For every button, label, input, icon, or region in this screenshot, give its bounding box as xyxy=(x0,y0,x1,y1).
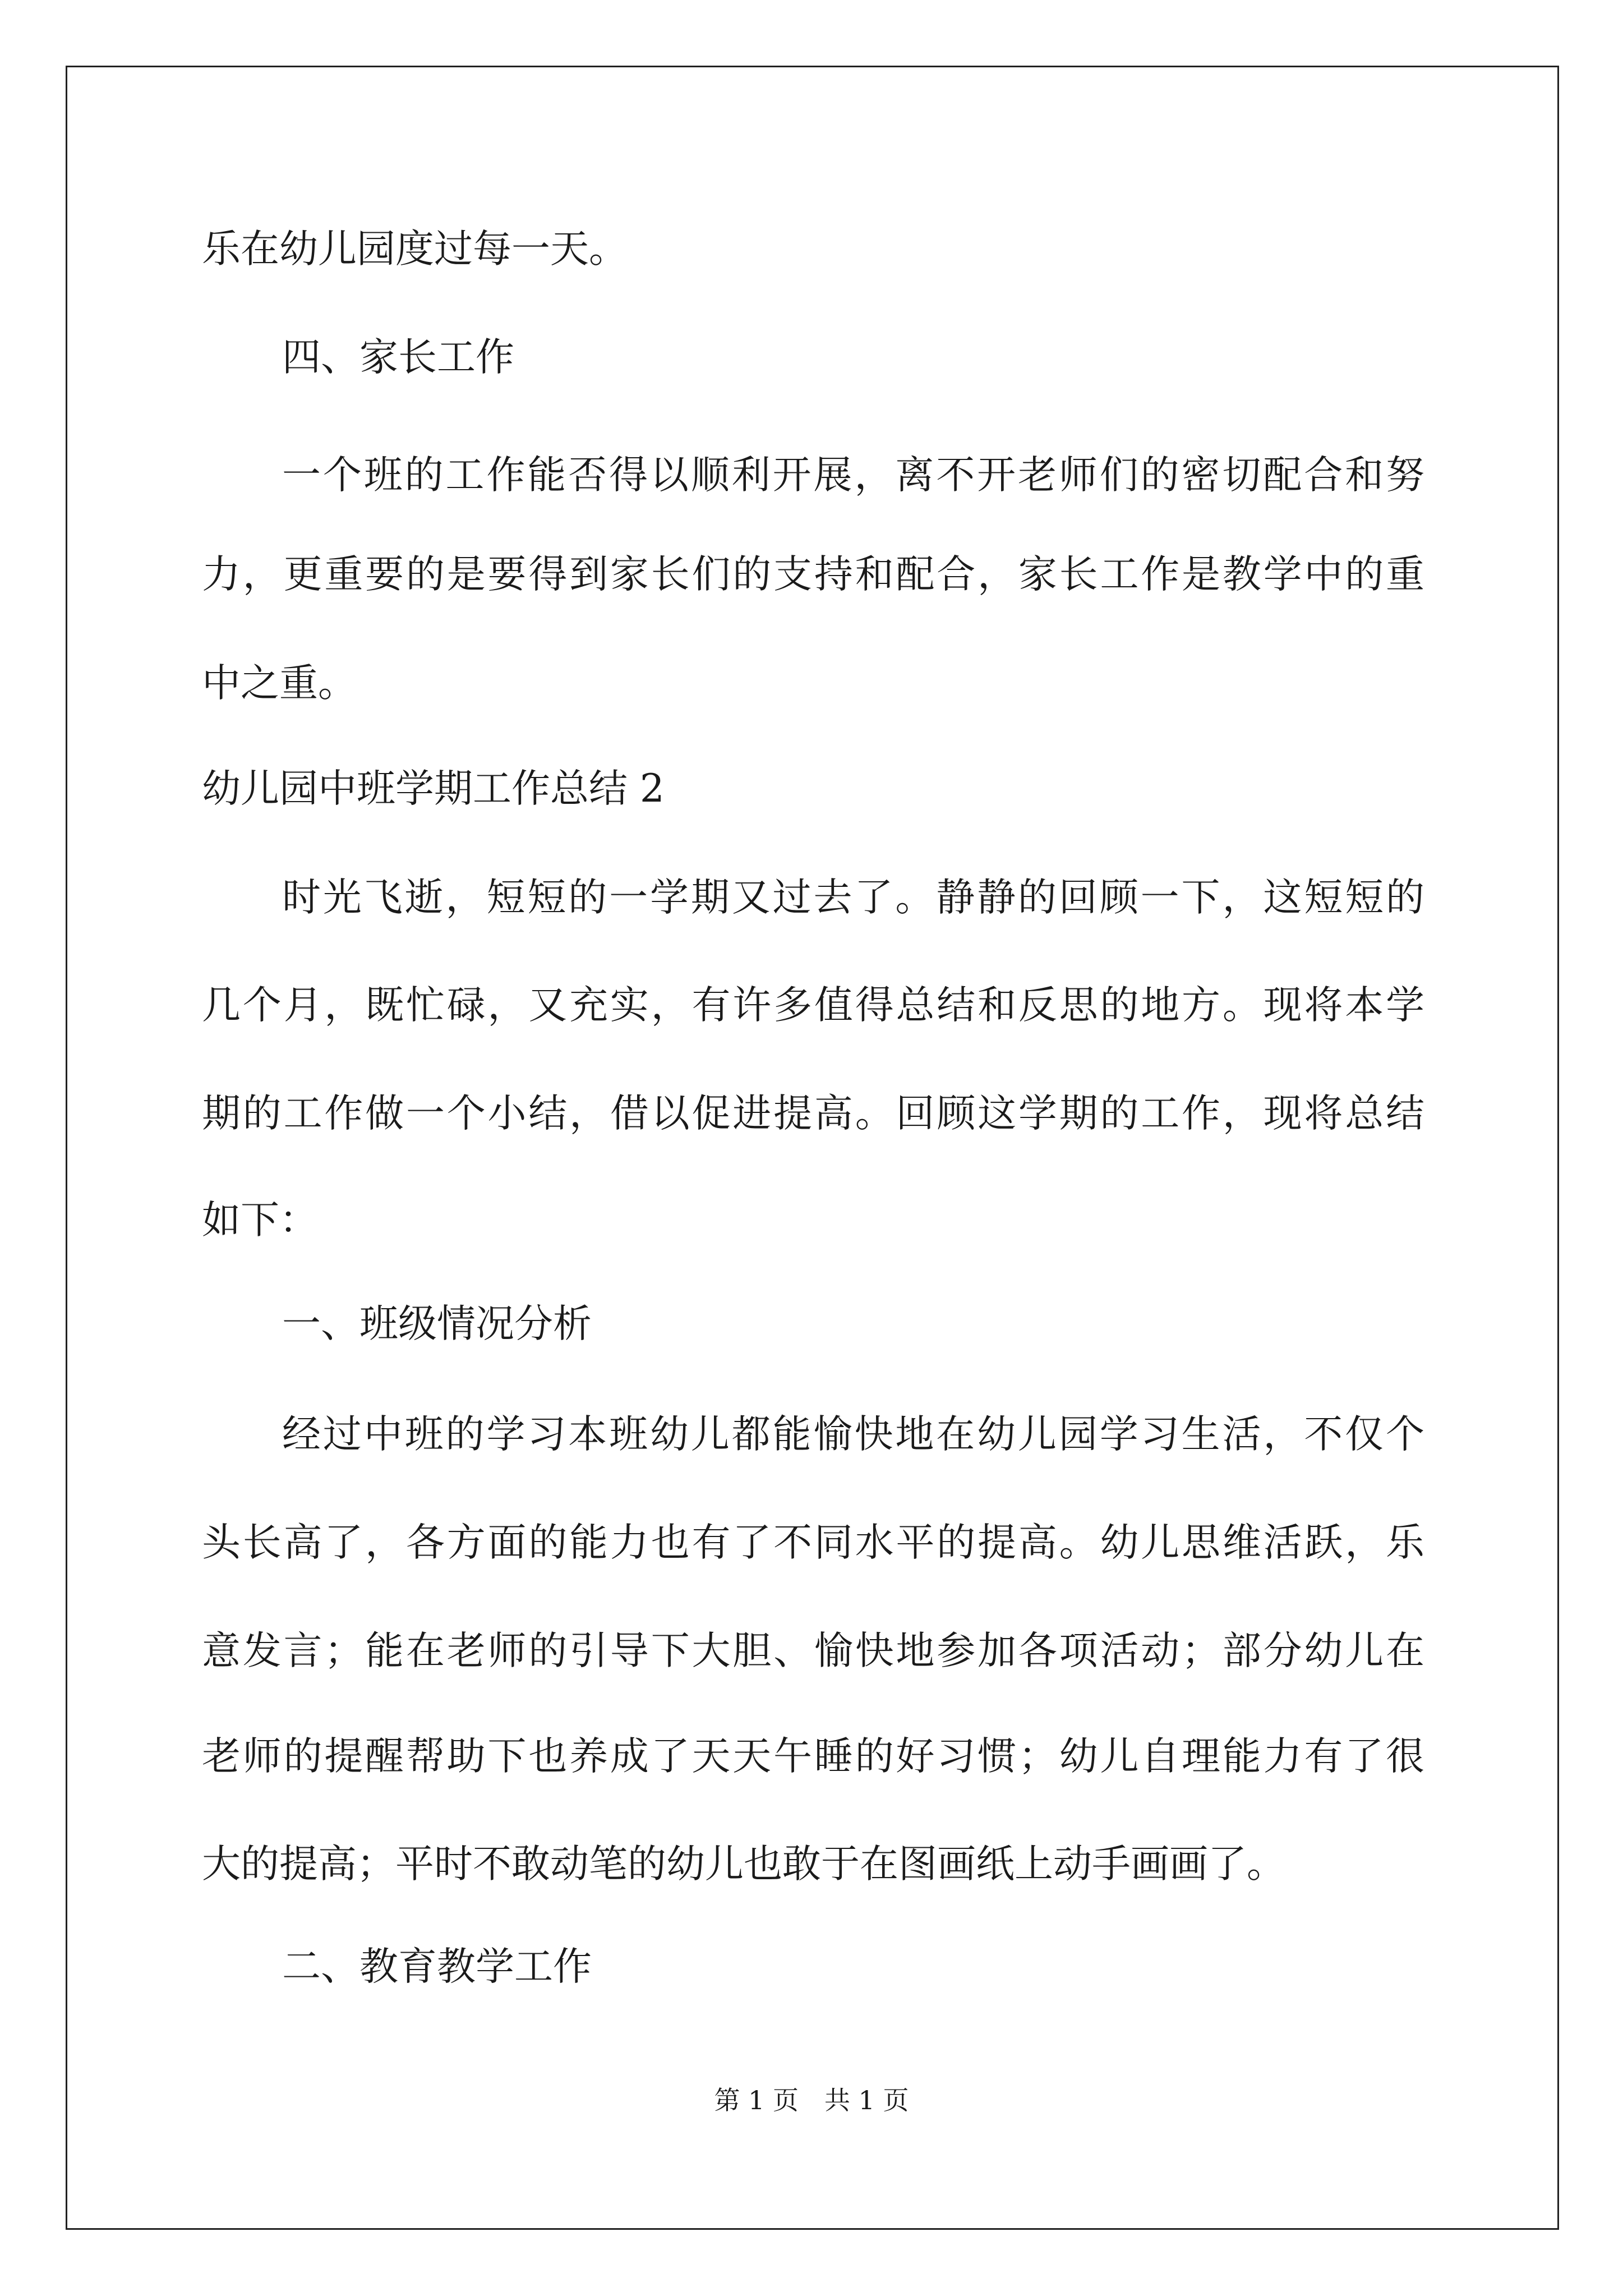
text-line: 一个班的工作能否得以顺利开展，离不开老师们的密切配合和努 xyxy=(282,453,1424,498)
text-line: 老师的提醒帮助下也养成了天天午睡的好习惯；幼儿自理能力有了很 xyxy=(202,1734,1424,1779)
text-line: 经过中班的学习本班幼儿都能愉快地在幼儿园学习生活，不仅个 xyxy=(282,1412,1424,1457)
text-line: 如下： xyxy=(202,1198,318,1243)
text-line: 中之重。 xyxy=(202,661,357,706)
text-line: 大的提高；平时不敢动笔的幼儿也敢于在图画纸上动手画画了。 xyxy=(202,1842,1285,1887)
text-line: 意发言；能在老师的引导下大胆、愉快地参加各项活动；部分幼儿在 xyxy=(202,1628,1424,1673)
page-border xyxy=(66,66,1559,2230)
text-line: 乐在幼儿园度过每一天。 xyxy=(202,227,628,272)
text-line: 时光飞逝，短短的一学期又过去了。静静的回顾一下，这短短的 xyxy=(282,875,1424,920)
page-footer: 第 1 页 共 1 页 xyxy=(714,2085,909,2115)
text-line: 头长高了，各方面的能力也有了不同水平的提高。幼儿思维活跃，乐 xyxy=(202,1520,1424,1565)
text-line: 期的工作做一个小结，借以促进提高。回顾这学期的工作，现将总结 xyxy=(202,1091,1424,1136)
text-line: 几个月，既忙碌，又充实，有许多值得总结和反思的地方。现将本学 xyxy=(202,983,1424,1028)
text-line: 力，更重要的是要得到家长们的支持和配合，家长工作是教学中的重 xyxy=(202,552,1424,597)
section-heading-teaching-work: 二、教育教学工作 xyxy=(282,1944,592,1989)
section-heading-parent-work: 四、家长工作 xyxy=(282,335,514,380)
document-title: 幼儿园中班学期工作总结 2 xyxy=(202,766,665,811)
section-heading-class-analysis: 一、班级情况分析 xyxy=(282,1301,592,1346)
